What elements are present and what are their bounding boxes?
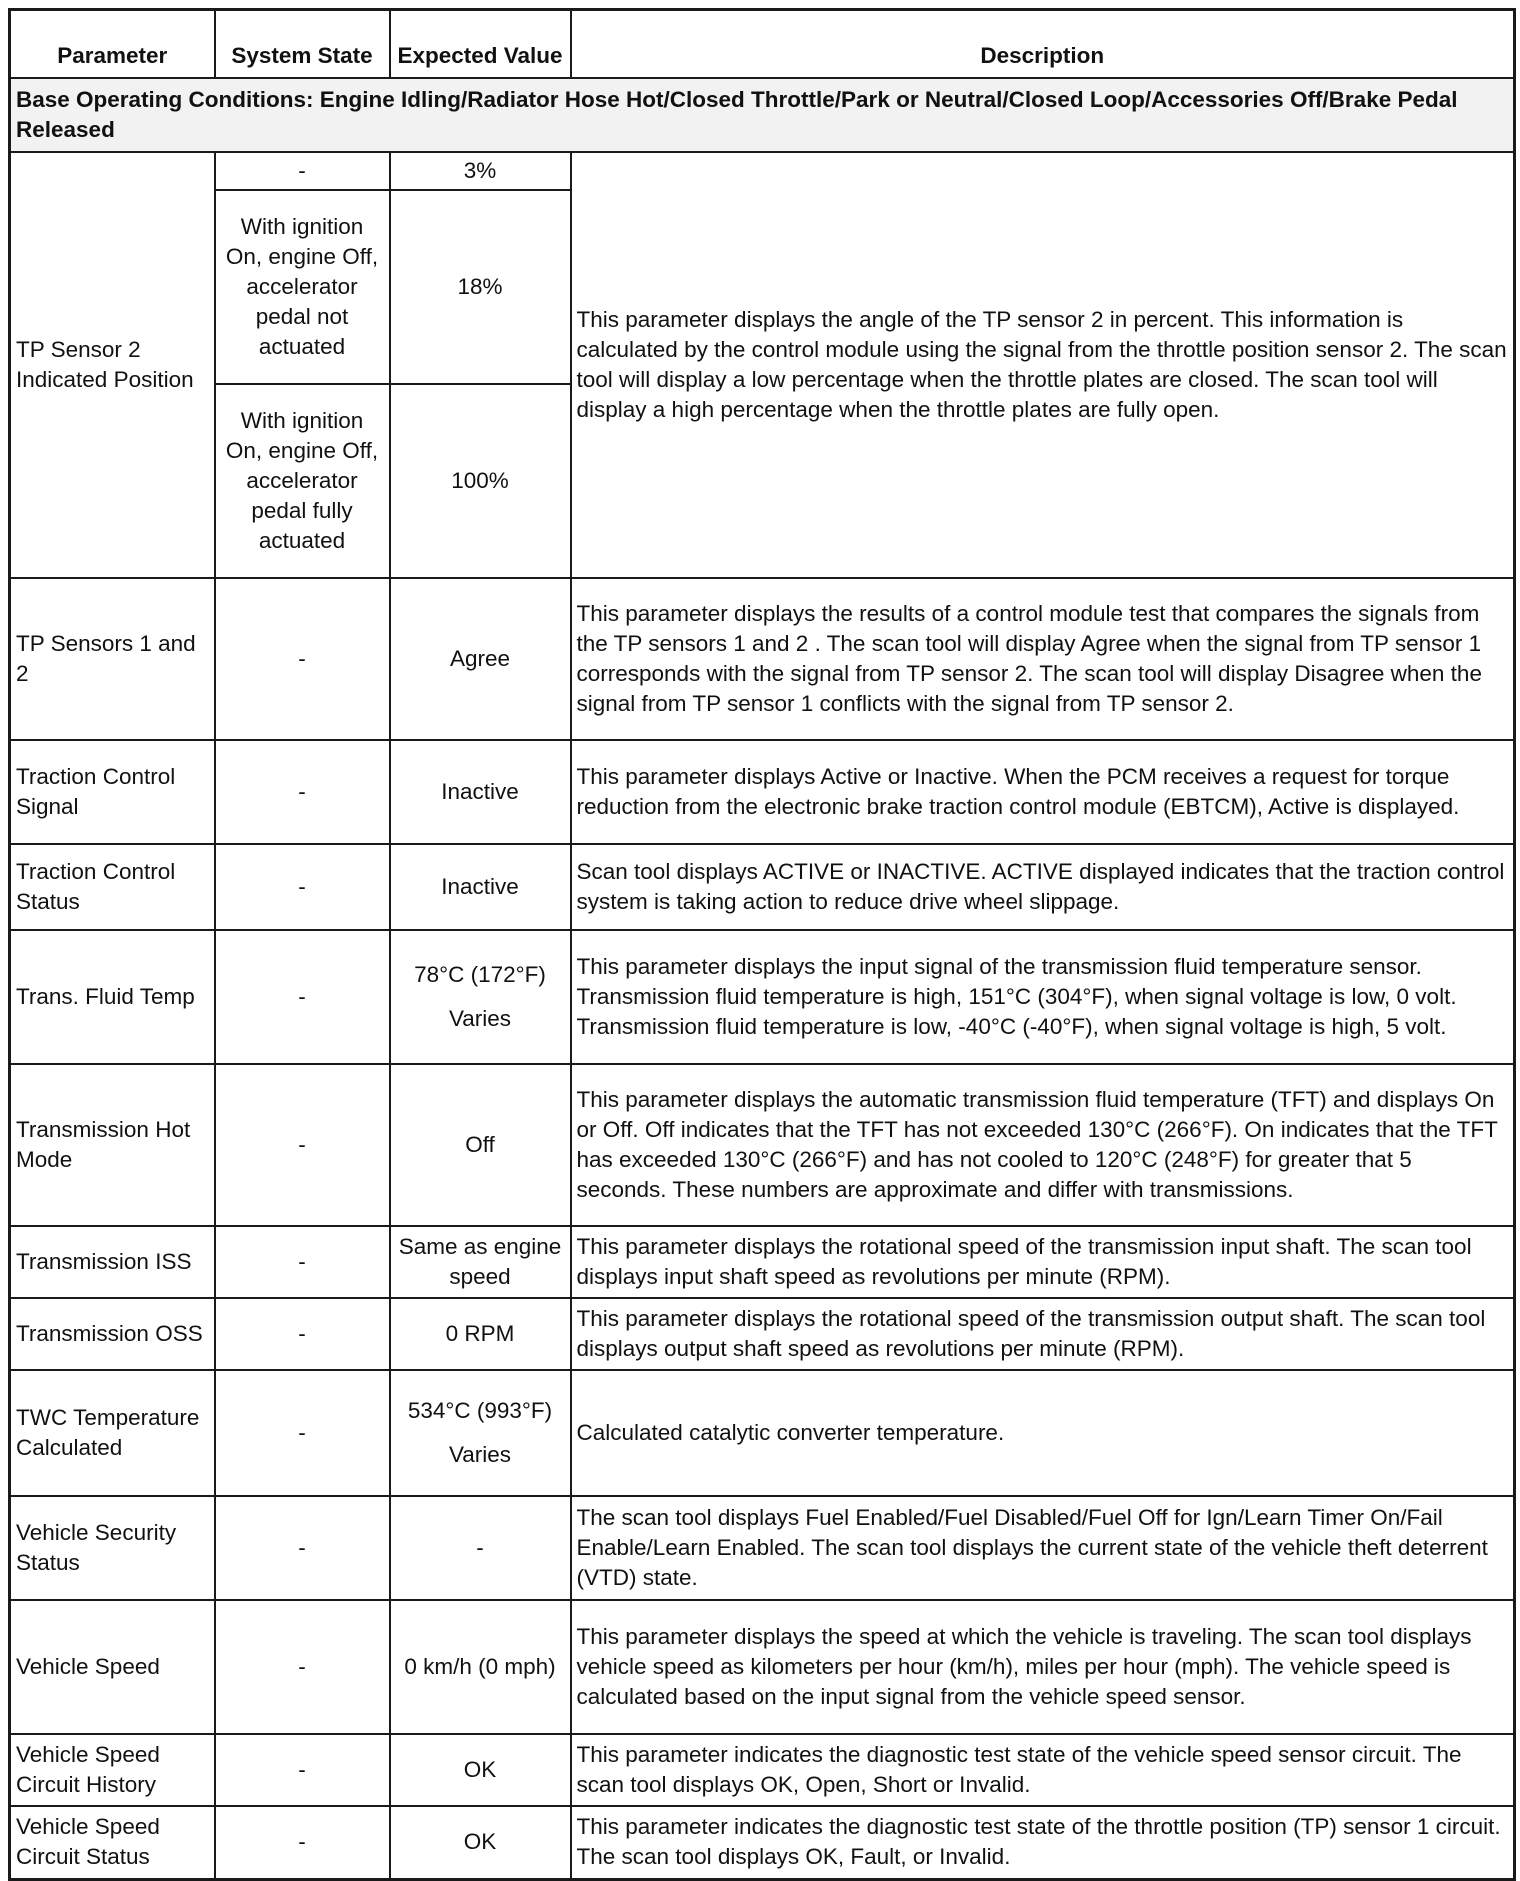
expected-value-primary: Inactive — [441, 873, 519, 899]
description: This parameter displays the automatic transmission fluid temperature (TFT) and displays On or Off. Off indicates that the TFT has not exceeded 130°C (266°F). On indicates that the TFT has exceeded 130°C (266°F) and has not cooled to 120°C (248°F) for greater that 5 seconds. These numbers are approximate and differ with transmissions. — [571, 1064, 1515, 1226]
expected-value — [390, 1496, 571, 1600]
table-row — [10, 1496, 1515, 1600]
table-row — [10, 930, 1515, 1064]
system-state: - — [215, 1298, 390, 1370]
header-parameter: Parameter — [10, 10, 215, 78]
expected-value: 3% — [390, 152, 571, 190]
description: This parameter indicates the diagnostic test state of the vehicle speed sensor circuit. The scan tool displays OK, Open, Short or Invalid. — [571, 1734, 1515, 1806]
system-state: - — [215, 578, 390, 740]
system-state: - — [215, 1734, 390, 1806]
parameter-name: Vehicle Security Status — [10, 1496, 215, 1600]
table-row — [10, 740, 1515, 844]
expected-value — [390, 1298, 571, 1370]
scan-tool-data-table — [8, 8, 1516, 1881]
system-state: - — [215, 1226, 390, 1298]
description: This parameter displays the input signal of the transmission fluid temperature sensor. Transmission fluid temperature is high, 151°C (304°F), when signal voltage is low, 0 volt. Transmission fluid temperature is low, -40°C (-40°F), when signal voltage is high, 5 volt. — [571, 930, 1515, 1064]
header-description: Description — [571, 10, 1515, 78]
parameter-name: TP Sensor 2 Indicated Position — [10, 152, 215, 578]
expected-value-secondary: Varies — [448, 1441, 512, 1467]
parameter-name: Vehicle Speed — [10, 1600, 215, 1734]
description: This parameter indicates the diagnostic test state of the throttle position (TP) sensor 1 circuit. The scan tool displays OK, Fault, or Invalid. — [571, 1806, 1515, 1880]
table-row — [10, 578, 1515, 740]
parameter-name: Transmission Hot Mode — [10, 1064, 215, 1226]
table-row — [10, 1734, 1515, 1806]
system-state: - — [215, 1600, 390, 1734]
system-state: With ignition On, engine Off, accelerator pedal not actuated — [215, 190, 390, 384]
system-state: - — [215, 844, 390, 930]
description: This parameter displays the rotational speed of the transmission input shaft. The scan tool displays input shaft speed as revolutions per minute (RPM). — [571, 1226, 1515, 1298]
description: Calculated catalytic converter temperature. — [571, 1370, 1515, 1496]
expected-value: 18% — [390, 190, 571, 384]
parameter-name: Trans. Fluid Temp — [10, 930, 215, 1064]
parameter-name: Traction Control Signal — [10, 740, 215, 844]
expected-value-primary: OK — [463, 1829, 497, 1855]
parameter-name: Traction Control Status — [10, 844, 215, 930]
expected-value — [390, 1370, 571, 1496]
expected-value — [390, 1734, 571, 1806]
parameter-name: TP Sensors 1 and 2 — [10, 578, 215, 740]
expected-value — [390, 1806, 571, 1880]
table-row — [10, 1064, 1515, 1226]
expected-value-primary: Agree — [449, 645, 511, 671]
expected-value-primary: 78°C (172°F) — [414, 961, 546, 987]
parameter-name: Transmission ISS — [10, 1226, 215, 1298]
system-state: - — [215, 1370, 390, 1496]
table-row — [10, 1806, 1515, 1880]
expected-value — [390, 930, 571, 1064]
table-row — [10, 1600, 1515, 1734]
expected-value — [390, 578, 571, 740]
system-state: - — [215, 930, 390, 1064]
expected-value — [390, 1226, 571, 1298]
expected-value — [390, 740, 571, 844]
parameter-name: Transmission OSS — [10, 1298, 215, 1370]
expected-value-primary: OK — [463, 1756, 497, 1782]
expected-value — [390, 1600, 571, 1734]
parameter-name: Vehicle Speed Circuit History — [10, 1734, 215, 1806]
expected-value-primary: 0 RPM — [445, 1320, 515, 1346]
base-conditions-row — [10, 78, 1515, 152]
header-expected-value: Expected Value — [390, 10, 571, 78]
table-row — [10, 1370, 1515, 1496]
expected-value-primary: Same as engine speed — [398, 1233, 562, 1289]
system-state: - — [215, 740, 390, 844]
table-row — [10, 844, 1515, 930]
expected-value-primary: 0 km/h (0 mph) — [404, 1653, 556, 1679]
description: This parameter displays the results of a control module test that compares the signals from the TP sensors 1 and 2 . The scan tool will display Agree when the signal from TP sensor 1 corresponds with the signal from TP sensor 2. The scan tool will display Disagree when the signal from TP sensor 1 conflicts with the signal from TP sensor 2. — [571, 578, 1515, 740]
system-state: - — [215, 1806, 390, 1880]
description: This parameter displays the speed at which the vehicle is traveling. The scan tool displays vehicle speed as kilometers per hour (km/h), miles per hour (mph). The vehicle speed is calculated based on the input signal from the vehicle speed sensor. — [571, 1600, 1515, 1734]
header-row — [10, 10, 1515, 78]
header-system-state: System State — [215, 10, 390, 78]
parameter-name: TWC Temperature Calculated — [10, 1370, 215, 1496]
expected-value: 100% — [390, 384, 571, 578]
expected-value — [390, 844, 571, 930]
system-state: With ignition On, engine Off, accelerator pedal fully actuated — [215, 384, 390, 578]
table-row — [10, 1298, 1515, 1370]
table-row — [10, 1226, 1515, 1298]
description: This parameter displays the rotational speed of the transmission output shaft. The scan tool displays output shaft speed as revolutions per minute (RPM). — [571, 1298, 1515, 1370]
expected-value-primary: Inactive — [441, 778, 519, 804]
expected-value-primary: Off — [465, 1131, 495, 1157]
parameter-table-sheet — [8, 8, 1513, 1881]
system-state: - — [215, 1496, 390, 1600]
description: This parameter displays the angle of the TP sensor 2 in percent. This information is calculated by the control module using the signal from the throttle position sensor 2. The scan tool will display a low percentage when the throttle plates are closed. The scan tool will display a high percentage when the throttle plates are fully open. — [571, 152, 1515, 578]
base-conditions: Base Operating Conditions: Engine Idling/Radiator Hose Hot/Closed Throttle/Park or Neutral/Closed Loop/Accessories Off/Brake Pedal Released — [10, 78, 1515, 152]
description: The scan tool displays Fuel Enabled/Fuel Disabled/Fuel Off for Ign/Learn Timer On/Fail Enable/Learn Enabled. The scan tool displays the current state of the vehicle theft deterrent (VTD) state. — [571, 1496, 1515, 1600]
expected-value-primary: - — [476, 1534, 484, 1560]
expected-value-secondary: Varies — [448, 1005, 512, 1031]
parameter-name: Vehicle Speed Circuit Status — [10, 1806, 215, 1880]
description: This parameter displays Active or Inactive. When the PCM receives a request for torque reduction from the electronic brake traction control module (EBTCM), Active is displayed. — [571, 740, 1515, 844]
table-row — [10, 152, 1515, 190]
expected-value-primary: 534°C (993°F) — [407, 1397, 553, 1423]
system-state: - — [215, 1064, 390, 1226]
description: Scan tool displays ACTIVE or INACTIVE. ACTIVE displayed indicates that the traction control system is taking action to reduce drive wheel slippage. — [571, 844, 1515, 930]
system-state: - — [215, 152, 390, 190]
expected-value — [390, 1064, 571, 1226]
